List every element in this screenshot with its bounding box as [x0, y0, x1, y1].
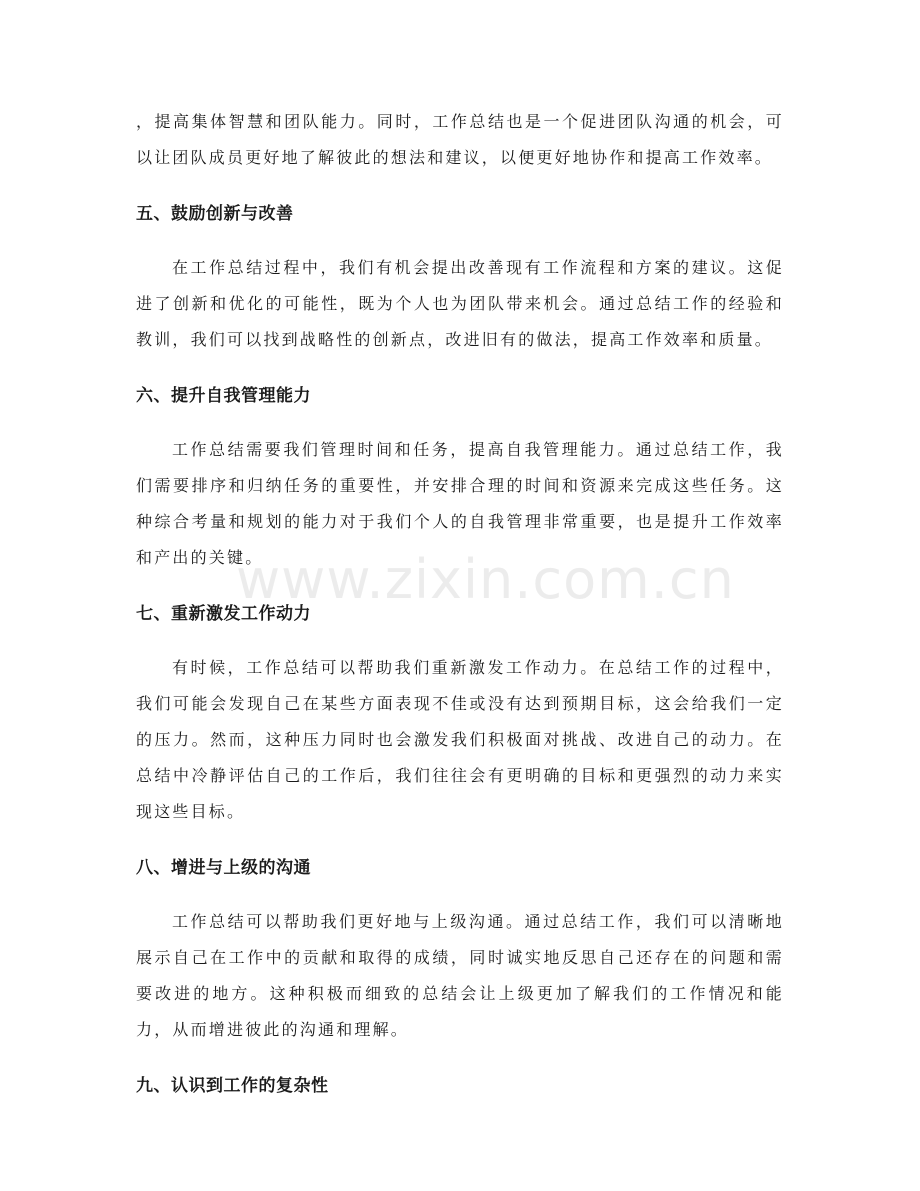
paragraph-intro-continued: ，提高集体智慧和团队能力。同时，工作总结也是一个促进团队沟通的机会，可以让团队成员更好地了解彼此的想法和建议，以便更好地协作和提高工作效率。	[136, 112, 784, 167]
document-body	[136, 104, 784, 1104]
section-heading-9: 九、认识到工作的复杂性	[136, 1076, 329, 1096]
paragraph-section-5: 在工作总结过程中，我们有机会提出改善现有工作流程和方案的建议。这促进了创新和优化的可能性，既为个人也为团队带来机会。通过总结工作的经验和教训，我们可以找到战略性的创新点，改进旧有的做法，提高工作效率和质量。	[136, 258, 784, 349]
section-heading-8: 八、增进与上级的沟通	[136, 858, 311, 878]
paragraph-section-7: 有时候，工作总结可以帮助我们重新激发工作动力。在总结工作的过程中，我们可能会发现自己在某些方面表现不佳或没有达到预期目标，这会给我们一定的压力。然而，这种压力同时也会激发我们积极面对挑战、改进自己的动力。在总结中冷静评估自己的工作后，我们往往会有更明确的目标和更强烈的动力来实现这些目标。	[136, 658, 784, 821]
paragraph-section-8: 工作总结可以帮助我们更好地与上级沟通。通过总结工作，我们可以清晰地展示自己在工作中的贡献和取得的成绩，同时诚实地反思自己还存在的问题和需要改进的地方。这种积极而细致的总结会让上级更加了解我们的工作情况和能力，从而增进彼此的沟通和理解。	[136, 912, 784, 1039]
section-heading-5: 五、鼓励创新与改善	[136, 204, 294, 224]
watermark: www.zixin.com.cn	[236, 548, 735, 611]
section-heading-6: 六、提升自我管理能力	[136, 386, 311, 406]
section-heading-7: 七、重新激发工作动力	[136, 604, 311, 624]
paragraph-section-6: 工作总结需要我们管理时间和任务，提高自我管理能力。通过总结工作，我们需要排序和归纳任务的重要性，并安排合理的时间和资源来完成这些任务。这种综合考量和规划的能力对于我们个人的自我管理非常重要，也是提升工作效率和产出的关键。	[136, 440, 784, 567]
